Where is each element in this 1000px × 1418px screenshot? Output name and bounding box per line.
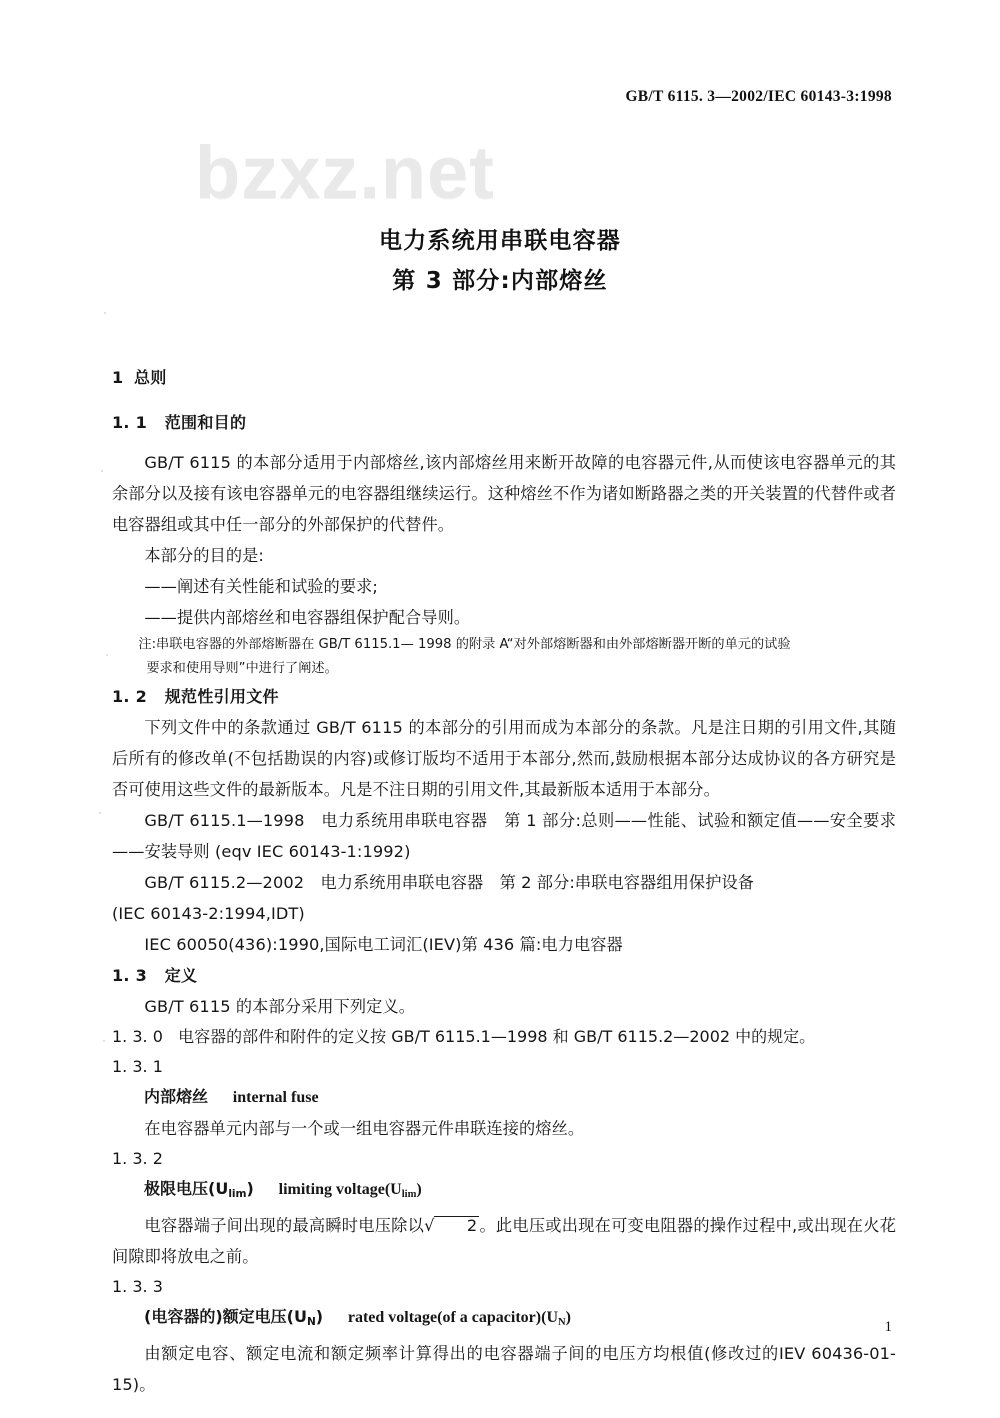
- section-1-1-paragraph-2: 本部分的目的是:: [144, 546, 264, 565]
- reference-item-3: IEC 60050(436):1990,国际电工词汇(IEV)第 436 篇:电力电容器: [144, 935, 623, 954]
- section-1-1-paragraph-1: GB/T 6115 的本部分适用于内部熔丝,该内部熔丝用来断开故障的电容器元件,从而使该电容器单元的其余部分以及接有该电容器单元的电容器组继续运行。这种熔丝不作为诸如断路器之类的开关装置的代替件或者电容器组或其中任一部分的外部保护的代替件。: [112, 453, 896, 534]
- spacer: [112, 393, 896, 407]
- definition-1-3-3-term: [144, 1302, 896, 1338]
- section-1-2-heading: [112, 681, 896, 712]
- definition-1-3-3-term-en-main: rated voltage(of a capacitor)(U: [347, 1308, 558, 1326]
- definition-1-3-2-term-cn-tail: ): [246, 1179, 254, 1198]
- page-number: 1: [884, 1319, 892, 1335]
- section-1-2-title: 规范性引用文件: [164, 687, 279, 706]
- document-title-line2: 第 3 部分:内部熔丝: [392, 268, 608, 294]
- watermark-text: bzxz.net: [195, 131, 495, 214]
- document-body: [112, 362, 896, 1400]
- definition-1-3-3-term-en-tail: ): [565, 1308, 571, 1326]
- definition-1-3-2-term-cn-main: 极限电压(U: [144, 1179, 229, 1198]
- section-1-3-heading: [112, 960, 896, 991]
- section-1-3-paragraph-1: GB/T 6115 的本部分采用下列定义。: [144, 997, 416, 1016]
- square-root-operand: 2: [434, 1216, 480, 1234]
- definition-1-3-2-number: 1. 3. 2: [112, 1149, 163, 1168]
- definition-1-3-1-term-cn: 内部熔丝: [144, 1087, 209, 1106]
- square-root-symbol: √: [424, 1215, 435, 1235]
- standard-code-header: GB/T 6115. 3—2002/IEC 60143-3:1998: [625, 88, 892, 105]
- note-label: 注:: [138, 637, 157, 652]
- definition-1-3-2-term-en: [279, 1181, 422, 1198]
- definition-1-3-2-term-cn: [144, 1179, 254, 1198]
- definition-1-3-3-term-cn-tail: ): [315, 1306, 324, 1326]
- scan-speckle: [104, 312, 106, 314]
- definition-1-3-3-term-cn: [144, 1307, 323, 1326]
- definition-1-3-2-term-cn-subscript: lim: [228, 1187, 247, 1200]
- section-1-1-note: [112, 633, 896, 681]
- document-title-line1: 电力系统用串联电容器: [379, 228, 621, 254]
- scan-speckle: [101, 470, 103, 472]
- definition-1-3-2-term-en-tail: ): [416, 1181, 422, 1198]
- reference-item-2: GB/T 6115.2—2002 电力系统用串联电容器 第 2 部分:串联电容器组用保护设备: [144, 873, 755, 892]
- section-1-1-heading: [112, 407, 896, 438]
- definition-1-3-2-text: [112, 1210, 896, 1272]
- section-1-3-number: 1. 3: [112, 966, 148, 985]
- section-1-1-list-item-1: ——阐述有关性能和试验的要求;: [144, 577, 378, 596]
- definition-1-3-3-term-en: [348, 1309, 571, 1326]
- definition-1-3-2-term-en-subscript: lim: [401, 1188, 417, 1200]
- section-1-title: 总则: [133, 368, 167, 387]
- section-1-1-number: 1. 1: [112, 413, 148, 432]
- definition-1-3-3-term-cn-subscript: N: [306, 1315, 316, 1328]
- scan-speckle: [99, 812, 101, 814]
- definition-1-3-2-text-part-a: 电容器端子间出现的最高瞬时电压除以: [144, 1215, 425, 1235]
- definition-1-3-2-text-part-b: 。此电压或出现在可变电阻器的操作过程中,或出现在火花间隙即将放电之前。: [112, 1215, 896, 1266]
- definition-1-3-3-number: 1. 3. 3: [112, 1276, 163, 1296]
- spacer: [112, 438, 896, 447]
- section-1-number: 1: [112, 368, 124, 387]
- definition-1-3-3-term-cn-main: (电容器的)额定电压(U: [144, 1306, 307, 1326]
- definition-1-3-1-term-en: internal fuse: [232, 1089, 319, 1106]
- definition-1-3-2-term-en-main: limiting voltage(U: [278, 1181, 402, 1198]
- definition-1-3-2-term: [144, 1174, 896, 1210]
- section-1-2-paragraph-1: 下列文件中的条款通过 GB/T 6115 的本部分的引用而成为本部分的条款。凡是注日期的引用文件,其随后所有的修改单(不包括勘误的内容)或修订版均不适用于本部分,然而,鼓励根据本部分达成协议的各方研究是否可使用这些文件的最新版本。凡是不注日期的引用文件,其最新版本适用于本部分。: [112, 718, 896, 799]
- section-1-heading: [112, 362, 896, 393]
- note-line-2: 要求和使用导则”中进行了阐述。: [146, 661, 338, 676]
- section-1-3-title: 定义: [164, 966, 198, 985]
- section-1-1-title: 范围和目的: [164, 413, 247, 432]
- definition-1-3-3-text: 由额定电容、额定电流和额定频率计算得出的电容器端子间的电压方均根值(修改过的IEV 60436-01-15)。: [112, 1343, 896, 1394]
- scan-speckle: [106, 654, 108, 656]
- definition-1-3-1-number: 1. 3. 1: [112, 1057, 163, 1076]
- definition-1-3-0-text: 电容器的部件和附件的定义按 GB/T 6115.1—1998 和 GB/T 6115.2—2002 中的规定。: [178, 1027, 816, 1046]
- section-1-2-number: 1. 2: [112, 687, 148, 706]
- reference-item-1: GB/T 6115.1—1998 电力系统用串联电容器 第 1 部分:总则——性能、试验和额定值——安全要求 ——安装导则 (eqv IEC 60143-1:1992): [112, 811, 896, 861]
- reference-item-2-continued: (IEC 60143-2:1994,IDT): [112, 904, 305, 923]
- definition-1-3-1-term: [144, 1082, 896, 1113]
- definition-1-3-1-text: 在电容器单元内部与一个或一组电容器元件串联连接的熔丝。: [144, 1119, 585, 1138]
- definition-1-3-3-term-en-subscript: N: [558, 1316, 566, 1328]
- note-line-1: 串联电容器的外部熔断器在 GB/T 6115.1— 1998 的附录 A“对外部熔断器和由外部熔断器开断的单元的试验: [156, 637, 791, 652]
- section-1-1-list-item-2: ——提供内部熔丝和电容器组保护配合导则。: [144, 608, 471, 627]
- scan-speckle: [103, 1040, 105, 1042]
- definition-1-3-0-number: 1. 3. 0: [112, 1027, 163, 1046]
- definition-1-3-0: [112, 1022, 896, 1052]
